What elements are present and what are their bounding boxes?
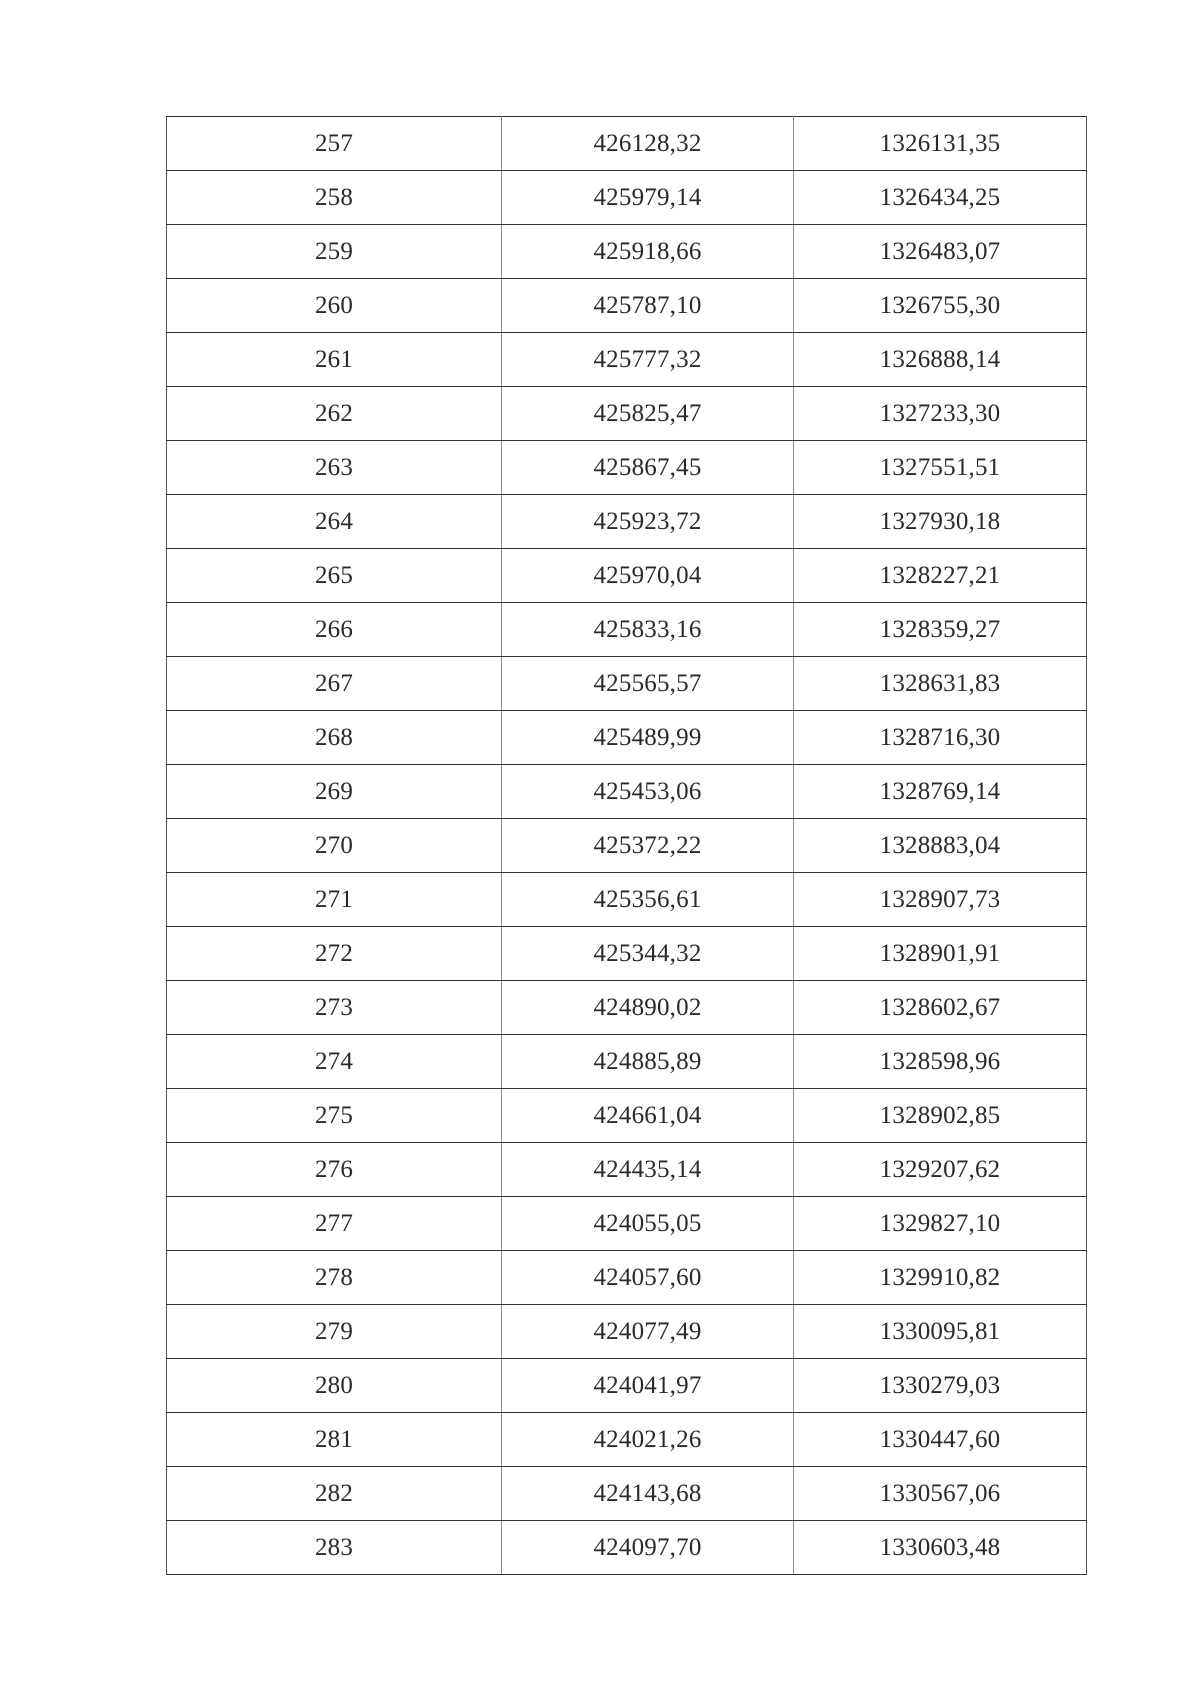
point-number-cell: 280 xyxy=(167,1359,502,1413)
y-coordinate-cell: 1326755,30 xyxy=(794,279,1087,333)
point-number-cell: 261 xyxy=(167,333,502,387)
x-coordinate-cell: 424055,05 xyxy=(502,1197,794,1251)
point-number-cell: 273 xyxy=(167,981,502,1035)
point-number-cell: 278 xyxy=(167,1251,502,1305)
table-row xyxy=(167,1251,1087,1305)
y-coordinate-cell: 1328631,83 xyxy=(794,657,1087,711)
table-row xyxy=(167,981,1087,1035)
point-number-cell: 267 xyxy=(167,657,502,711)
point-number-cell: 260 xyxy=(167,279,502,333)
x-coordinate-cell: 425356,61 xyxy=(502,873,794,927)
table-row xyxy=(167,333,1087,387)
x-coordinate-cell: 424057,60 xyxy=(502,1251,794,1305)
point-number-cell: 282 xyxy=(167,1467,502,1521)
table-row xyxy=(167,765,1087,819)
point-number-cell: 276 xyxy=(167,1143,502,1197)
table-row xyxy=(167,1359,1087,1413)
x-coordinate-cell: 424890,02 xyxy=(502,981,794,1035)
x-coordinate-cell: 424077,49 xyxy=(502,1305,794,1359)
table-row xyxy=(167,1305,1087,1359)
y-coordinate-cell: 1329910,82 xyxy=(794,1251,1087,1305)
point-number-cell: 274 xyxy=(167,1035,502,1089)
x-coordinate-cell: 425565,57 xyxy=(502,657,794,711)
x-coordinate-cell: 425489,99 xyxy=(502,711,794,765)
point-number-cell: 283 xyxy=(167,1521,502,1575)
table-row xyxy=(167,1143,1087,1197)
y-coordinate-cell: 1326434,25 xyxy=(794,171,1087,225)
table-row xyxy=(167,279,1087,333)
x-coordinate-cell: 425970,04 xyxy=(502,549,794,603)
x-coordinate-cell: 425979,14 xyxy=(502,171,794,225)
x-coordinate-cell: 426128,32 xyxy=(502,117,794,171)
point-number-cell: 272 xyxy=(167,927,502,981)
y-coordinate-cell: 1328602,67 xyxy=(794,981,1087,1035)
point-number-cell: 264 xyxy=(167,495,502,549)
table-row xyxy=(167,1035,1087,1089)
table-row xyxy=(167,1413,1087,1467)
point-number-cell: 268 xyxy=(167,711,502,765)
point-number-cell: 263 xyxy=(167,441,502,495)
y-coordinate-cell: 1328883,04 xyxy=(794,819,1087,873)
x-coordinate-cell: 425825,47 xyxy=(502,387,794,441)
y-coordinate-cell: 1329827,10 xyxy=(794,1197,1087,1251)
table-row xyxy=(167,225,1087,279)
x-coordinate-cell: 425344,32 xyxy=(502,927,794,981)
y-coordinate-cell: 1326888,14 xyxy=(794,333,1087,387)
table-row xyxy=(167,603,1087,657)
y-coordinate-cell: 1327233,30 xyxy=(794,387,1087,441)
y-coordinate-cell: 1328359,27 xyxy=(794,603,1087,657)
table-row xyxy=(167,171,1087,225)
y-coordinate-cell: 1328598,96 xyxy=(794,1035,1087,1089)
point-number-cell: 257 xyxy=(167,117,502,171)
x-coordinate-cell: 424021,26 xyxy=(502,1413,794,1467)
x-coordinate-cell: 425918,66 xyxy=(502,225,794,279)
x-coordinate-cell: 425453,06 xyxy=(502,765,794,819)
y-coordinate-cell: 1328227,21 xyxy=(794,549,1087,603)
x-coordinate-cell: 424885,89 xyxy=(502,1035,794,1089)
y-coordinate-cell: 1330567,06 xyxy=(794,1467,1087,1521)
table-row xyxy=(167,1197,1087,1251)
table-row xyxy=(167,819,1087,873)
table-row xyxy=(167,1521,1087,1575)
table-row xyxy=(167,441,1087,495)
coordinates-table xyxy=(166,116,1087,1575)
table-row xyxy=(167,873,1087,927)
y-coordinate-cell: 1330095,81 xyxy=(794,1305,1087,1359)
table-row xyxy=(167,387,1087,441)
coordinates-table-body xyxy=(167,117,1087,1575)
point-number-cell: 279 xyxy=(167,1305,502,1359)
point-number-cell: 271 xyxy=(167,873,502,927)
point-number-cell: 258 xyxy=(167,171,502,225)
point-number-cell: 265 xyxy=(167,549,502,603)
x-coordinate-cell: 424143,68 xyxy=(502,1467,794,1521)
table-row xyxy=(167,117,1087,171)
y-coordinate-cell: 1330603,48 xyxy=(794,1521,1087,1575)
point-number-cell: 281 xyxy=(167,1413,502,1467)
x-coordinate-cell: 424435,14 xyxy=(502,1143,794,1197)
y-coordinate-cell: 1328907,73 xyxy=(794,873,1087,927)
x-coordinate-cell: 425372,22 xyxy=(502,819,794,873)
x-coordinate-cell: 425867,45 xyxy=(502,441,794,495)
point-number-cell: 277 xyxy=(167,1197,502,1251)
table-row xyxy=(167,657,1087,711)
x-coordinate-cell: 424041,97 xyxy=(502,1359,794,1413)
y-coordinate-cell: 1326131,35 xyxy=(794,117,1087,171)
y-coordinate-cell: 1327930,18 xyxy=(794,495,1087,549)
y-coordinate-cell: 1329207,62 xyxy=(794,1143,1087,1197)
point-number-cell: 262 xyxy=(167,387,502,441)
table-row xyxy=(167,711,1087,765)
point-number-cell: 266 xyxy=(167,603,502,657)
y-coordinate-cell: 1330447,60 xyxy=(794,1413,1087,1467)
y-coordinate-cell: 1327551,51 xyxy=(794,441,1087,495)
table-row xyxy=(167,927,1087,981)
y-coordinate-cell: 1328716,30 xyxy=(794,711,1087,765)
point-number-cell: 269 xyxy=(167,765,502,819)
y-coordinate-cell: 1326483,07 xyxy=(794,225,1087,279)
x-coordinate-cell: 424661,04 xyxy=(502,1089,794,1143)
table-row xyxy=(167,1089,1087,1143)
table-row xyxy=(167,549,1087,603)
y-coordinate-cell: 1328902,85 xyxy=(794,1089,1087,1143)
x-coordinate-cell: 425833,16 xyxy=(502,603,794,657)
table-row xyxy=(167,495,1087,549)
table-row xyxy=(167,1467,1087,1521)
x-coordinate-cell: 424097,70 xyxy=(502,1521,794,1575)
x-coordinate-cell: 425777,32 xyxy=(502,333,794,387)
y-coordinate-cell: 1328901,91 xyxy=(794,927,1087,981)
point-number-cell: 259 xyxy=(167,225,502,279)
y-coordinate-cell: 1328769,14 xyxy=(794,765,1087,819)
point-number-cell: 270 xyxy=(167,819,502,873)
y-coordinate-cell: 1330279,03 xyxy=(794,1359,1087,1413)
x-coordinate-cell: 425787,10 xyxy=(502,279,794,333)
x-coordinate-cell: 425923,72 xyxy=(502,495,794,549)
point-number-cell: 275 xyxy=(167,1089,502,1143)
